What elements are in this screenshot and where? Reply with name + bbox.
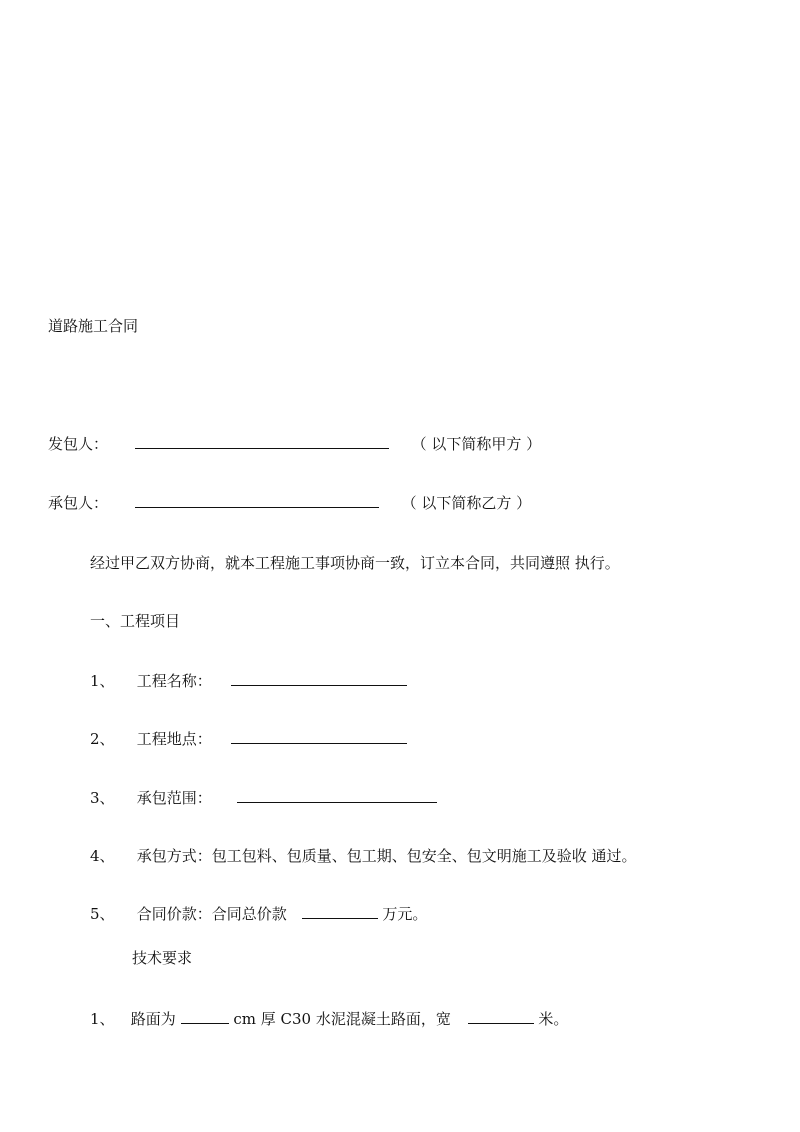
employer-line bbox=[48, 434, 541, 454]
road-text-part3: 米。 bbox=[538, 1010, 569, 1028]
project-location-blank bbox=[231, 729, 407, 744]
document-title: 道路施工合同 bbox=[48, 317, 139, 335]
section-heading-project: 一、工程项目 bbox=[90, 612, 181, 630]
road-text-part1: 路面为 bbox=[130, 1010, 176, 1028]
item-label: 工程名称： bbox=[136, 672, 212, 690]
employer-blank bbox=[135, 434, 389, 449]
item-label: 合同价款：合同总价款 bbox=[136, 905, 287, 923]
item-project-name bbox=[90, 671, 407, 691]
item-scope bbox=[90, 788, 437, 808]
price-blank bbox=[302, 904, 378, 919]
item-label: 工程地点： bbox=[136, 730, 212, 748]
contractor-label: 承包人： bbox=[48, 494, 109, 512]
road-text-part2: cm 厚 C30 水泥混凝土路面，宽 bbox=[233, 1010, 451, 1028]
item-contract-mode bbox=[90, 846, 637, 866]
intro-paragraph: 经过甲乙双方协商，就本工程施工事项协商一致，订立本合同，共同遵照 执行。 bbox=[90, 554, 620, 572]
contractor-note: （ 以下简称乙方 ） bbox=[401, 494, 532, 512]
item-project-location bbox=[90, 729, 407, 749]
contractor-line bbox=[48, 493, 531, 513]
thickness-blank bbox=[181, 1009, 229, 1024]
item-label: 承包方式：包工包料、包质量、包工期、包安全、包文明施工及验收 通过。 bbox=[136, 847, 637, 865]
scope-blank bbox=[237, 788, 437, 803]
tech-requirements-heading: 技术要求 bbox=[132, 949, 193, 967]
item-number: 3、 bbox=[90, 789, 115, 807]
item-contract-price bbox=[90, 904, 427, 924]
price-suffix: 万元。 bbox=[382, 905, 428, 923]
item-number: 2、 bbox=[90, 730, 115, 748]
item-number: 1、 bbox=[90, 672, 115, 690]
item-number: 1、 bbox=[90, 1010, 115, 1028]
employer-label: 发包人： bbox=[48, 435, 109, 453]
employer-note: （ 以下简称甲方 ） bbox=[411, 435, 542, 453]
contractor-blank bbox=[135, 493, 379, 508]
item-number: 5、 bbox=[90, 905, 115, 923]
road-spec-line bbox=[90, 1009, 568, 1029]
item-label: 承包范围： bbox=[136, 789, 212, 807]
item-number: 4、 bbox=[90, 847, 115, 865]
width-blank bbox=[468, 1009, 534, 1024]
project-name-blank bbox=[231, 671, 407, 686]
